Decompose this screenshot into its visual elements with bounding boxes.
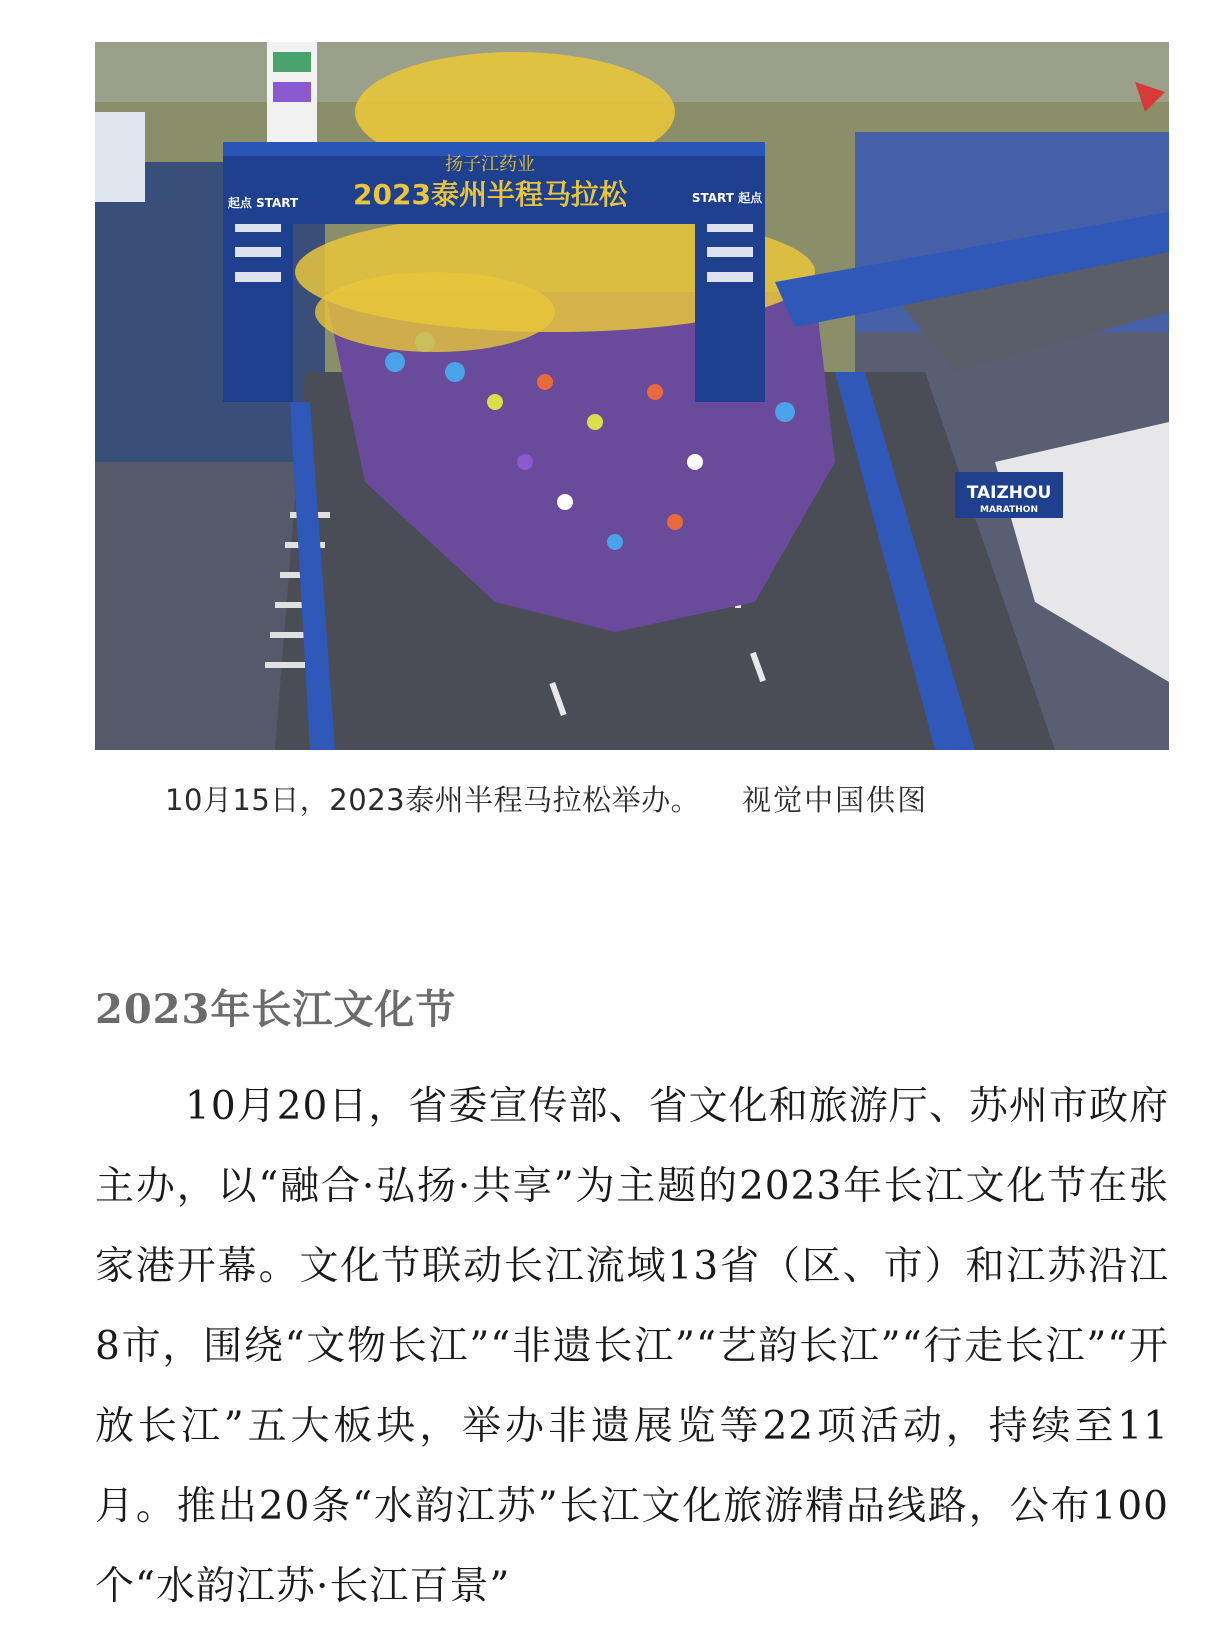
- arch-title: 2023泰州半程马拉松: [353, 178, 627, 211]
- taizhou-board-title: TAIZHOU: [966, 483, 1052, 503]
- section-title: 2023年长江文化节: [95, 986, 457, 1033]
- arch-left-label: 起点 START: [227, 196, 299, 210]
- photo-caption: [165, 778, 1115, 822]
- caption-text: 10月15日，2023泰州半程马拉松举办。: [165, 783, 701, 817]
- taizhou-board-subtitle: MARATHON: [980, 505, 1038, 515]
- marathon-photo-illustration: [95, 42, 1169, 750]
- article-paragraph: 10月20日，省委宣传部、省文化和旅游厅、苏州市政府主办，以“融合·弘扬·共享”为主题的2023年长江文化节在张家港开幕。文化节联动长江流域13省（区、市）和江苏沿江8市，围绕“文物长江”“非遗长江”“艺韵长江”“行走长江”“开放长江”五大板块，举办非遗展览等22项活动，持续至11月。推出20条“水韵江苏”长江文化旅游精品线路，公布100个“水韵江苏·长江百景”: [95, 1084, 1169, 1609]
- marathon-photo: [95, 42, 1169, 750]
- arch-top-text: 扬子江药业: [445, 154, 535, 175]
- caption-credit: 视觉中国供图: [742, 783, 929, 817]
- arch-right-label: START 起点: [691, 191, 763, 205]
